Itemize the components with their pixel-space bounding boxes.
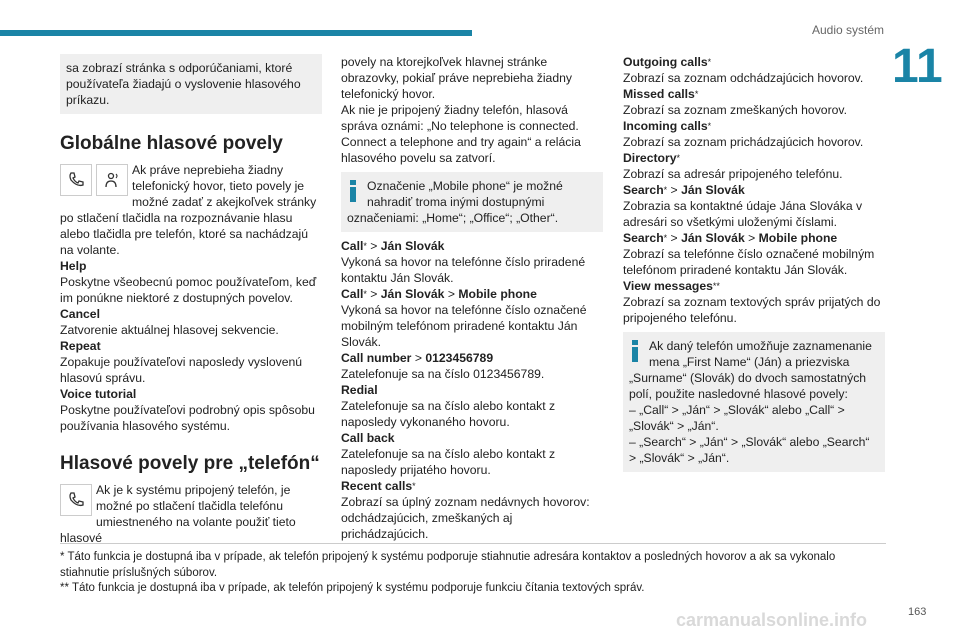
- column-1: [60, 54, 322, 546]
- info-icon: [631, 340, 639, 366]
- cancel-command: Cancel: [60, 307, 100, 321]
- missed-desc: Zobrazí sa zoznam zmeškaných hovorov.: [623, 103, 847, 117]
- call-desc-2: Vykoná sa hovor na telefónne číslo označené mobilným telefónom priradené kontaktu Ján Slovák.: [341, 303, 587, 349]
- recent-calls-command: Recent calls: [341, 479, 413, 493]
- watermark: carmanualsonline.info: [676, 610, 868, 630]
- info-icon: [349, 180, 357, 206]
- outgoing-calls-command: Outgoing calls: [623, 55, 708, 69]
- phone-cont: povely na ktorejkoľvek hlavnej stránke obrazovky, pokiaľ práve neprebieha žiadny telefonický hovor.: [341, 55, 572, 101]
- heading-global-commands: Globálne hlasové povely: [60, 133, 283, 154]
- phone-intro: Ak je k systému pripojený telefón, je možné po stlačení tlačidla telefónu umiestneného na volante použiť tieto hlasové: [60, 483, 296, 545]
- call-number-desc: Zatelefonuje sa na číslo 0123456789.: [341, 367, 545, 381]
- repeat-desc: Zopakuje používateľovi naposledy vyslovenú hlasovú správu.: [60, 355, 303, 385]
- cancel-desc: Zatvorenie aktuálnej hlasovej sekvencie.: [60, 323, 279, 337]
- column-2: povely na ktorejkoľvek hlavnej stránke obrazovky, pokiaľ práve neprebieha žiadny telefonický hovor. Ak nie je pripojený žiadny telefón, hlasová správa oznámi: „No telephone is connected. Connect a telephone and try again“ a relácia hlasového povelu sa zatvorí. Označenie „Mobile phone“ je možné nahradiť troma inými dostupnými označeniami: „Home“; „Office“; „Other“. Call* > Ján Slovák Vykoná sa hovor na telefónne číslo priradené kontaktu Ján Slovák. Call* > Ján Slovák > Mobile phone Vykoná sa hovor na telefónne číslo označené mobilným telefónom priradené kontaktu Ján Slovák. Call number > 0123456789 Zatelefonuje sa na číslo 0123456789. Redial Zatelefonuje sa na číslo alebo kontakt z naposledy vykonaného hovoru. Call back Zatelefonuje sa na číslo alebo kontakt z naposledy prijatého hovoru. Recent calls* Zobrazí sa úplný zoznam nedávnych hovorov: odchádzajúcich, zmeškaných aj prichádzajúcich.: [341, 54, 603, 542]
- footnotes: [60, 543, 886, 597]
- no-phone-text: Ak nie je pripojený žiadny telefón, hlasová správa oznámi: „No telephone is connected. Connect a telephone and try again“ a relácia hlasového povelu sa zatvorí.: [341, 103, 581, 165]
- phone-icon: [60, 484, 92, 516]
- footnote-1: * Táto funkcia je dostupná iba v prípade, ak telefón pripojený k systému podporuje stiahnutie adresára kontaktov a posledných hovorov a ak sa vykonalo stiahnutie príslušných súborov.: [60, 551, 836, 579]
- outgoing-desc: Zobrazí sa zoznam odchádzajúcich hovorov.: [623, 71, 864, 85]
- info-box: Ak daný telefón umožňuje zaznamenanie mena „First Name“ (Ján) a priezviska „Surname“ (Slovák) do dvoch samostatných polí, použite nasledovné hlasové povely: – „Call“ > „Ján“ > „Slovák“ alebo „Call“ > „Slovák“ > „Ján“. – „Search“ > „Ján“ > „Slovák“ alebo „Search“ > „Slovák“ > „Ján“.: [623, 332, 885, 472]
- directory-desc: Zobrazí sa adresár pripojeného telefónu.: [623, 167, 843, 181]
- call-back-command: Call back: [341, 431, 395, 445]
- section-title: Audio systém: [811, 23, 884, 37]
- global-intro: Ak práve neprebieha žiadny telefonický hovor, tieto povely je možné zadať z akejkoľvek stránky po stlačení tlačidla na rozpoznávanie hlasu alebo tlačidla pre telefón, ktoré sa nachádzajú na volante.: [60, 163, 317, 257]
- incoming-desc: Zobrazí sa zoznam prichádzajúcich hovorov.: [623, 135, 864, 149]
- info-line-1: – „Call“ > „Ján“ > „Slovák“ alebo „Call“ > „Slovák“ > „Ján“.: [629, 403, 845, 433]
- help-desc: Poskytne všeobecnú pomoc používateľom, keď im ponúkne niektoré z dostupných povelov.: [60, 275, 317, 305]
- call-number-command: Call number > 0123456789: [341, 351, 494, 365]
- note-text: sa zobrazí stránka s odporúčaniami, ktoré používateľa žiadajú o vyslovenie hlasového príkazu.: [66, 61, 301, 107]
- info-box: Označenie „Mobile phone“ je možné nahradiť troma inými dostupnými označeniami: „Home“; „Office“; „Other“.: [341, 172, 603, 232]
- directory-command: Directory: [623, 151, 677, 165]
- note-box: [60, 54, 322, 114]
- call-back-desc: Zatelefonuje sa na číslo alebo kontakt z naposledy prijatého hovoru.: [341, 447, 556, 477]
- chapter-number: 11: [892, 40, 943, 93]
- help-command: Help: [60, 259, 87, 273]
- search-command-2: Search* > Ján Slovák > Mobile phone: [623, 231, 838, 245]
- search-command-1: Search* > Ján Slovák: [623, 183, 745, 197]
- recent-calls-desc: Zobrazí sa úplný zoznam nedávnych hovorov: odchádzajúcich, zmeškaných aj prichádzajúcich.: [341, 495, 590, 541]
- search-desc-2: Zobrazí sa telefónne číslo označené mobilným telefónom priradené kontaktu Ján Slovák.: [623, 247, 875, 277]
- call-command-2: Call* > Ján Slovák > Mobile phone: [341, 287, 537, 301]
- column-3: Outgoing calls* Zobrazí sa zoznam odchádzajúcich hovorov. Missed calls* Zobrazí sa zoznam zmeškaných hovorov. Incoming calls* Zobrazí sa zoznam prichádzajúcich hovorov. Directory* Zobrazí sa adresár pripojeného telefónu. Search* > Ján Slovák Zobrazia sa kontaktné údaje Jána Slováka v adresári so všetkými uloženými číslami. Search* > Ján Slovák > Mobile phone Zobrazí sa telefónne číslo označené mobilným telefónom priradené kontaktu Ján Slovák. View messages** Zobrazí sa zoznam textových správ prijatých do pripojeného telefónu. Ak daný telefón umožňuje zaznamenanie mena „First Name“ (Ján) a priezviska „Surname“ (Slovák) do dvoch samostatných polí, použite nasledovné hlasové povely: – „Call“ > „Ján“ > „Slovák“ alebo „Call“ > „Slovák“ > „Ján“. – „Search“ > „Ján“ > „Slovák“ alebo „Search“ > „Slovák“ > „Ján“.: [623, 54, 885, 478]
- phone-icon: [60, 164, 92, 196]
- redial-command: Redial: [341, 383, 378, 397]
- voice-tutorial-command: Voice tutorial: [60, 387, 137, 401]
- view-messages-desc: Zobrazí sa zoznam textových správ prijatých do pripojeného telefónu.: [623, 295, 881, 325]
- info-line-2: – „Search“ > „Ján“ > „Slovák“ alebo „Search“ > „Slovák“ > „Ján“.: [629, 435, 870, 465]
- footnote-2: ** Táto funkcia je dostupná iba v prípade, ak telefón pripojený k systému podporuje funkciu čítania textových správ.: [60, 582, 645, 594]
- search-desc-1: Zobrazia sa kontaktné údaje Jána Slováka v adresári so všetkými uloženými číslami.: [623, 199, 863, 229]
- header-accent-bar: [0, 30, 472, 36]
- incoming-calls-command: Incoming calls: [623, 119, 708, 133]
- redial-desc: Zatelefonuje sa na číslo alebo kontakt z naposledy vykonaného hovoru.: [341, 399, 556, 429]
- voice-recognition-icon: [96, 164, 128, 196]
- call-command-1: Call* > Ján Slovák: [341, 239, 445, 253]
- repeat-command: Repeat: [60, 339, 101, 353]
- heading-phone-commands: Hlasové povely pre „telefón“: [60, 453, 320, 474]
- missed-calls-command: Missed calls: [623, 87, 695, 101]
- view-messages-command: View messages: [623, 279, 713, 293]
- page-number: 163: [908, 606, 927, 618]
- call-desc-1: Vykoná sa hovor na telefónne číslo priradené kontaktu Ján Slovák.: [341, 255, 586, 285]
- voice-tutorial-desc: Poskytne používateľovi podrobný opis spôsobu používania hlasového systému.: [60, 403, 315, 433]
